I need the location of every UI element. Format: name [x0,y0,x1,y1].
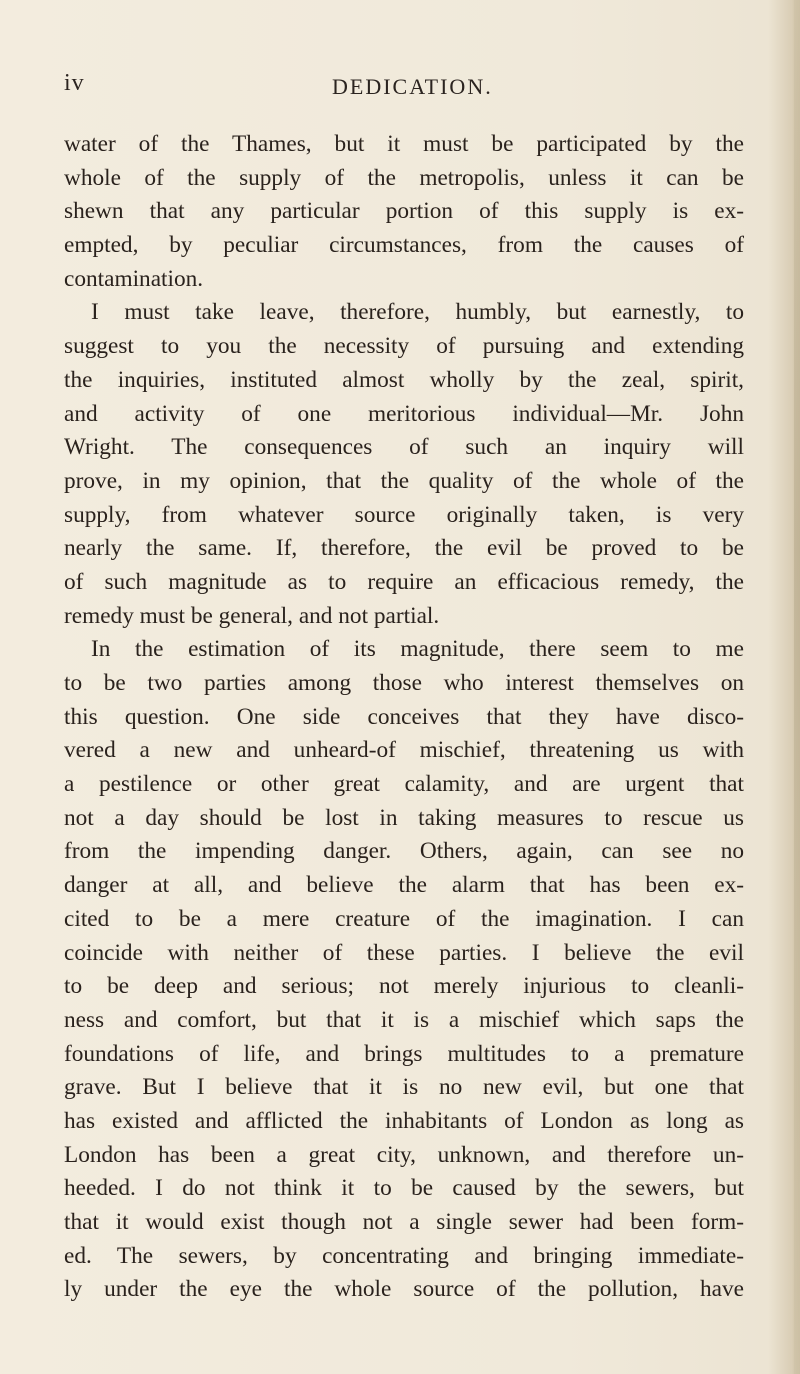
text-line: not a day should be lost in taking measures to rescue us [64,804,744,831]
text-line: grave. But I believe that it is no new evil, but one that [64,1074,744,1101]
text-line: the inquiries, instituted almost wholly by the zeal, spirit, [64,366,744,393]
text-line: danger at all, and believe the alarm that has been ex- [64,872,744,899]
text-line: and activity of one meritorious individual—Mr. John [64,400,744,427]
text-line: to be two parties among those who interest themselves on [64,670,744,696]
text-line: I must take leave, therefore, humbly, but earnestly, to [91,299,744,326]
text-line: shewn that any particular portion of this supply is ex- [64,198,744,225]
running-head: DEDICATION. [332,74,493,99]
text-line: vered a new and unheard-of mischief, threatening us with [64,737,744,764]
text-line: In the estimation of its magnitude, there seem to me [91,636,744,663]
text-line: contamination. [64,265,204,292]
text-line: suggest to you the necessity of pursuing and extending [64,333,744,360]
text-line: ness and comfort, but that it is a mischief which saps the [64,1006,744,1033]
page-number: iv [64,70,85,96]
text-line: prove, in my opinion, that the quality of the whole of the [64,467,744,494]
text-line: nearly the same. If, therefore, the evil be proved to be [64,535,744,562]
text-line: water of the Thames, but it must be participated by the [64,131,744,157]
text-line: coincide with neither of these parties. I believe the evil [64,939,744,966]
text-line: London has been a great city, unknown, and therefore un- [64,1141,744,1168]
page-edge-shadow [794,0,800,1374]
text-line: this question. One side conceives that they have disco- [64,703,744,730]
page-header [64,70,724,120]
body-text [64,128,744,1307]
text-line: Wright. The consequences of such an inquiry will [64,434,744,461]
text-line: empted, by peculiar circumstances, from the causes of [64,232,744,259]
text-line: to be deep and serious; not merely injurious to cleanli- [64,973,744,1000]
text-line: of such magnitude as to require an efficacious remedy, the [64,568,744,595]
text-line: that it would exist though not a single sewer had been form- [64,1209,744,1235]
text-line: a pestilence or other great calamity, and are urgent that [64,771,744,798]
text-line: cited to be a mere creature of the imagination. I can [64,905,744,932]
text-line: supply, from whatever source originally taken, is very [64,501,744,528]
text-line: from the impending danger. Others, again, can see no [64,838,744,865]
text-line: whole of the supply of the metropolis, unless it can be [64,164,744,191]
text-line: remedy must be general, and not partial. [64,602,440,629]
text-line: has existed and afflicted the inhabitants of London as long as [64,1107,744,1134]
text-line: heeded. I do not think it to be caused by the sewers, but [64,1175,744,1202]
text-line: ly under the eye the whole source of the pollution, have [64,1276,744,1303]
text-line: ed. The sewers, by concentrating and bringing immediate- [64,1242,744,1269]
text-line: foundations of life, and brings multitudes to a premature [64,1040,744,1067]
